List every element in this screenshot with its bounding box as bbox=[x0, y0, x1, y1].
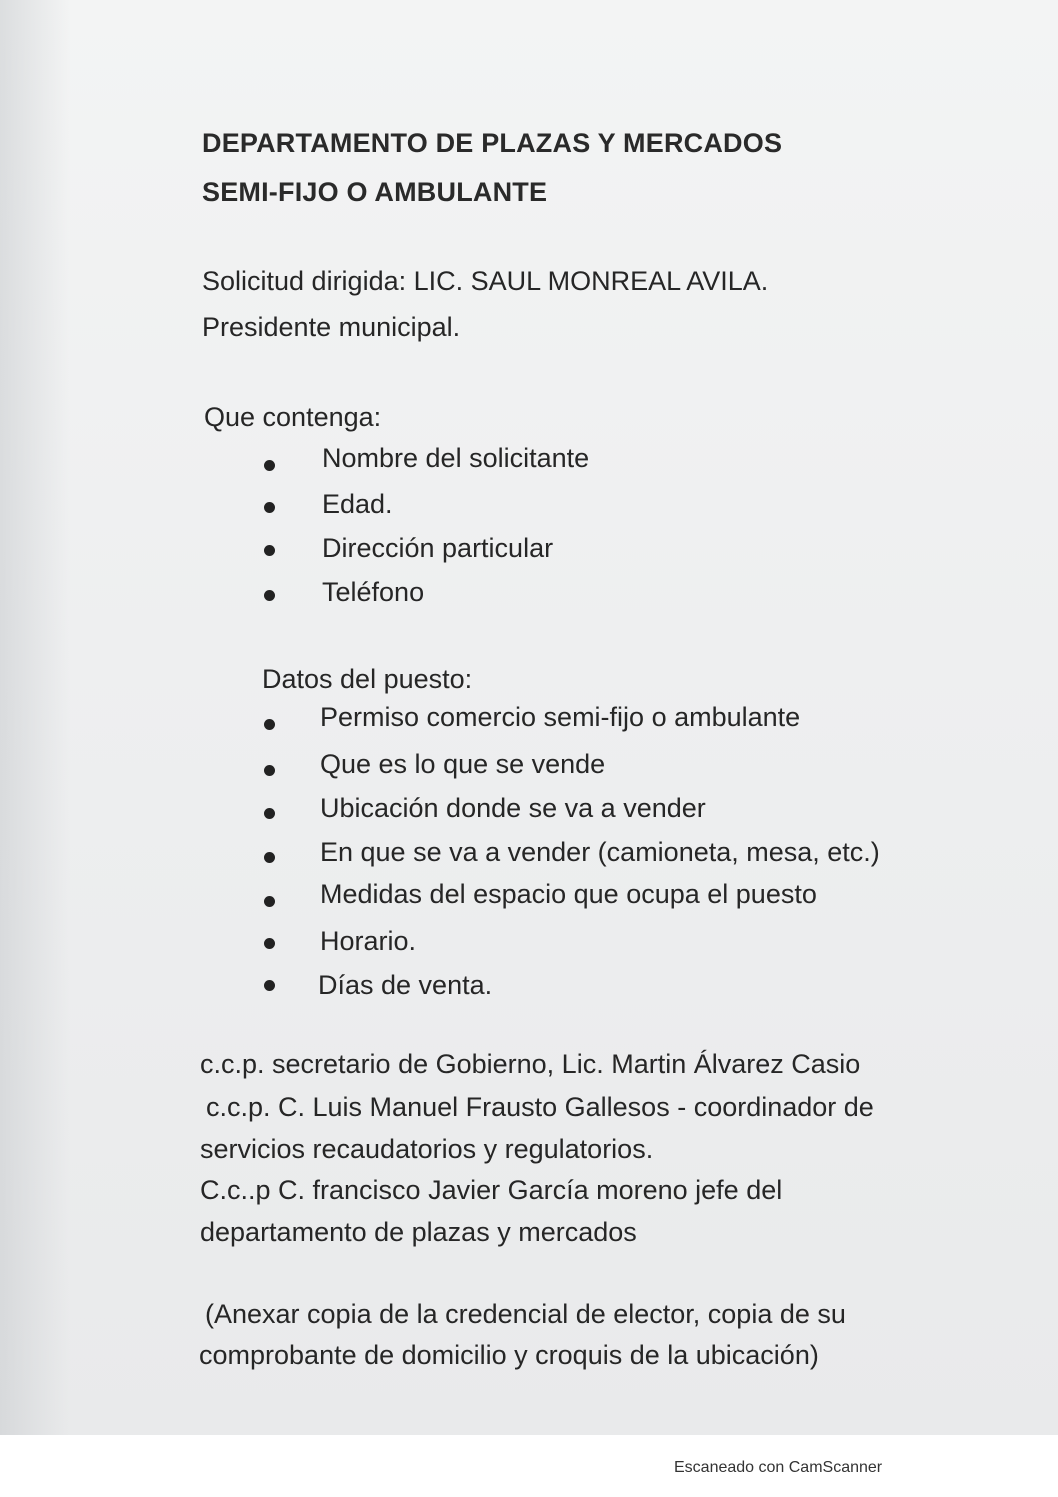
list-item-text: Nombre del solicitante bbox=[322, 443, 590, 473]
bullet-icon bbox=[264, 852, 275, 863]
ccp-line: c.c.p. C. Luis Manuel Frausto Gallesos - coordinador de bbox=[206, 1092, 874, 1122]
list-item-text: Horario. bbox=[320, 926, 417, 956]
addressee-title: Presidente municipal. bbox=[202, 312, 461, 342]
bullet-icon bbox=[264, 545, 275, 556]
bullet-icon bbox=[264, 980, 275, 991]
annex-line: (Anexar copia de la credencial de elector, copia de su bbox=[205, 1299, 846, 1329]
annex-line: comprobante de domicilio y croquis de la ubicación) bbox=[199, 1340, 819, 1370]
ccp-line: departamento de plazas y mercados bbox=[200, 1217, 637, 1247]
ccp-line: servicios recaudatorios y regulatorios. bbox=[200, 1134, 654, 1164]
bullet-icon bbox=[264, 460, 275, 471]
list-item-text: Que es lo que se vende bbox=[320, 749, 606, 779]
bullet-icon bbox=[264, 938, 275, 949]
bullet-icon bbox=[264, 808, 275, 819]
stall-data-label: Datos del puesto: bbox=[262, 664, 473, 694]
bullet-icon bbox=[264, 502, 275, 513]
addressee-line: Solicitud dirigida: LIC. SAUL MONREAL AVILA. bbox=[202, 266, 769, 296]
ccp-line: C.c..p C. francisco Javier García moreno jefe del bbox=[200, 1175, 783, 1205]
list-item-text: Teléfono bbox=[322, 577, 425, 607]
document-heading-line-1: DEPARTAMENTO DE PLAZAS Y MERCADOS bbox=[202, 128, 783, 158]
list-item-text: Edad. bbox=[322, 489, 393, 519]
document-heading-line-2: SEMI-FIJO O AMBULANTE bbox=[202, 177, 548, 207]
list-item-text: En que se va a vender (camioneta, mesa, etc.) bbox=[320, 837, 880, 867]
bullet-icon bbox=[264, 590, 275, 601]
contents-label: Que contenga: bbox=[204, 402, 382, 432]
list-item-text: Dirección particular bbox=[322, 533, 554, 563]
bullet-icon bbox=[264, 896, 275, 907]
list-item-text: Permiso comercio semi-fijo o ambulante bbox=[320, 702, 801, 732]
list-item-text: Medidas del espacio que ocupa el puesto bbox=[320, 879, 817, 909]
list-item-text: Días de venta. bbox=[318, 970, 493, 1000]
ccp-line: c.c.p. secretario de Gobierno, Lic. Martin Álvarez Casio bbox=[200, 1049, 861, 1079]
scanner-watermark: Escaneado con CamScanner bbox=[674, 1459, 883, 1476]
bullet-icon bbox=[264, 719, 275, 730]
list-item-text: Ubicación donde se va a vender bbox=[320, 793, 706, 823]
bullet-icon bbox=[264, 765, 275, 776]
